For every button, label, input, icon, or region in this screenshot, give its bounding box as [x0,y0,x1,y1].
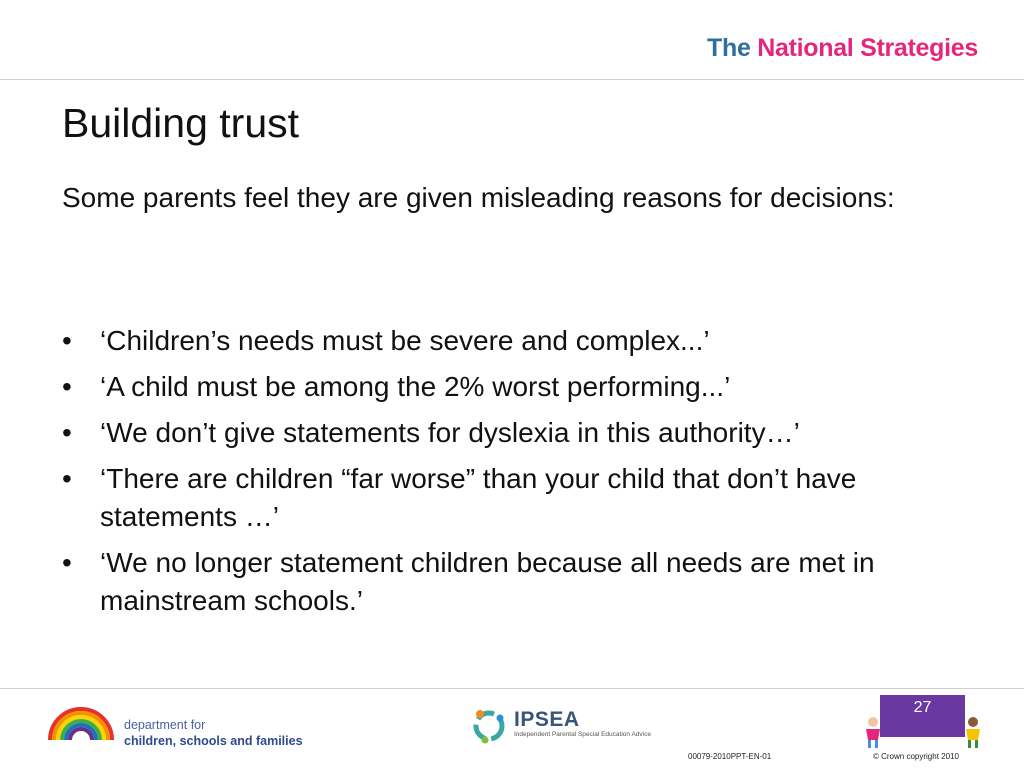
bullet-item [62,322,982,360]
bullet-glyph: • [62,371,72,402]
document-code: 00079-2010PPT-EN-01 [688,752,772,761]
page-number-box [880,695,965,737]
bullet-text: ‘We don’t give statements for dyslexia in this authority…’ [100,417,800,448]
page-number: 27 [913,699,932,716]
slide-title: Building trust [62,100,300,146]
bullet-glyph: • [62,325,72,356]
ipsea-name: IPSEA [514,708,580,731]
footer-divider [0,688,1024,689]
bullet-glyph: • [62,417,72,448]
dcsf-line-1: department for [124,718,206,732]
bullet-item [62,544,982,620]
dcsf-wordmark [124,717,303,749]
bullet-item [62,414,982,452]
copyright-notice: © Crown copyright 2010 [873,752,959,761]
child-figure-icon [962,716,984,750]
slide-intro: Some parents feel they are given misleading reasons for decisions: [62,182,895,213]
bullet-glyph: • [62,463,72,494]
ipsea-logo-icon [470,706,508,746]
bullet-text: ‘Children’s needs must be severe and complex...’ [100,325,710,356]
slide-footer [0,690,1024,768]
brand-the: The [707,34,751,62]
brand-name: National Strategies [757,34,978,62]
header-divider [0,79,1024,80]
rainbow-logo-icon [46,706,116,742]
bullet-list [62,322,982,628]
bullet-text: ‘There are children “far worse” than your child that don’t have statements …’ [100,463,857,532]
bullet-glyph: • [62,547,72,578]
bullet-item [62,460,982,536]
ipsea-tagline: Independent Parental Special Education Advice [514,731,651,738]
dcsf-line-2: children, schools and families [124,734,303,748]
bullet-text: ‘We no longer statement children because all needs are met in mainstream schools.’ [100,547,875,616]
bullet-text: ‘A child must be among the 2% worst performing...’ [100,371,731,402]
brand-logo [707,34,978,63]
bullet-item [62,368,982,406]
